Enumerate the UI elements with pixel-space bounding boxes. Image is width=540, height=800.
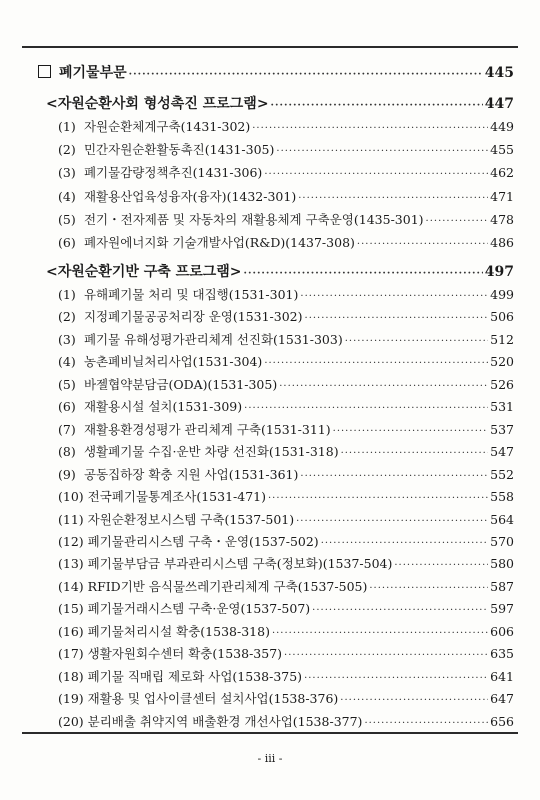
toc-entry-page: 647 — [490, 691, 514, 707]
toc-entry-number: (3) — [58, 165, 76, 181]
toc-entry-number: (4) — [58, 354, 76, 370]
toc-entry-number: (13) — [58, 556, 84, 572]
toc-entry-label — [58, 713, 363, 729]
toc-entry-number: (15) — [58, 601, 84, 617]
toc-entry-page: 641 — [490, 668, 514, 684]
toc-entry-page: 531 — [490, 399, 514, 415]
toc-entry[interactable] — [58, 356, 514, 369]
dot-leader — [300, 472, 488, 482]
toc-entry-number: (14) — [58, 578, 84, 594]
toc-entry[interactable] — [58, 578, 514, 594]
toc-section-2[interactable] — [46, 265, 514, 279]
toc-entry-title: 생활자원회수센터 확충(1538-357) — [87, 646, 283, 662]
toc-entry[interactable] — [58, 693, 514, 706]
toc-entry-title: 유해폐기물 처리 및 대집행(1531-301) — [83, 287, 299, 302]
toc-section-1[interactable] — [46, 97, 514, 111]
toc-entry-page: 552 — [490, 466, 514, 482]
toc-entry-label — [58, 421, 331, 437]
toc-entry[interactable] — [58, 144, 514, 157]
toc-entry-label — [58, 466, 299, 482]
toc-entry-number: (9) — [58, 466, 76, 482]
toc-entry-number: (11) — [58, 511, 84, 527]
checkbox-icon — [38, 65, 51, 78]
toc-entry-number: (2) — [58, 142, 76, 158]
main-section-label: 폐기물부문 — [38, 64, 127, 80]
toc-entry-label — [58, 144, 274, 157]
dot-leader — [268, 494, 488, 504]
toc-entry-label — [58, 356, 262, 369]
toc-entry-page: 478 — [490, 211, 514, 227]
toc-entry[interactable] — [58, 533, 514, 549]
toc-entry[interactable] — [58, 446, 514, 459]
toc-entry-title: 폐기물부담금 부과관리시스템 구축(정보화)(1537-504) — [87, 556, 393, 572]
toc-entry[interactable] — [58, 511, 514, 527]
dot-leader — [272, 629, 488, 639]
toc-entry-page: 547 — [490, 444, 514, 460]
toc-entry-title: 재활용 및 업사이클센터 설치사업(1538-376) — [87, 691, 339, 707]
toc-entry-number: (20) — [58, 713, 84, 729]
toc-entry[interactable] — [58, 121, 514, 134]
toc-entry-number: (12) — [58, 533, 84, 549]
dot-leader — [296, 517, 488, 527]
toc-entry-page: 580 — [490, 556, 514, 572]
toc-entry-label — [58, 446, 339, 459]
section-2-page: 497 — [484, 264, 514, 280]
toc-entry-title: 전기・전자제품 및 자동차의 재활용체계 구축운영(1435-301) — [83, 211, 424, 227]
toc-entry-title: 자원순환정보시스템 구축(1537-501) — [87, 511, 295, 527]
toc-entry-page: 512 — [490, 331, 514, 347]
toc-entry-label — [58, 511, 295, 527]
toc-entry-page: 558 — [490, 489, 514, 505]
dot-leader — [364, 719, 488, 729]
toc-entry-page: 537 — [490, 421, 514, 437]
toc-entry-title: 폐기물거래시스템 구축·운영(1537-507) — [87, 601, 311, 617]
toc-entry-page: 449 — [490, 119, 514, 134]
toc-entry-number: (8) — [58, 444, 76, 460]
toc-entry-number: (19) — [58, 691, 84, 707]
dot-leader — [341, 449, 489, 459]
dot-leader — [276, 147, 488, 157]
dot-leader — [271, 101, 483, 111]
toc-entry-page: 564 — [490, 511, 514, 527]
toc-entry-label — [58, 331, 343, 347]
dot-leader — [279, 382, 488, 392]
dot-leader — [312, 606, 488, 616]
toc-entry[interactable] — [58, 401, 514, 414]
bottom-border-line — [22, 732, 518, 734]
dot-leader — [333, 427, 489, 437]
dot-leader — [300, 292, 488, 302]
toc-entry-title: 자원순환체계구축(1431-302) — [83, 119, 251, 134]
toc-entry-label — [58, 289, 298, 302]
toc-entry-number: (6) — [58, 399, 76, 415]
toc-entry-page: 606 — [490, 623, 514, 639]
toc-entry-label — [58, 311, 303, 324]
toc-entry-page: 656 — [490, 713, 514, 729]
toc-entry-label — [58, 578, 368, 594]
toc-entry-page: 635 — [490, 646, 514, 662]
toc-entry[interactable] — [58, 648, 514, 661]
toc-entry[interactable] — [58, 603, 514, 616]
toc-entry-label — [58, 533, 319, 549]
toc-entry[interactable] — [58, 211, 514, 227]
toc-entry-page: 462 — [490, 165, 514, 181]
toc-entry-number: (10) — [58, 489, 84, 505]
toc-entry[interactable] — [58, 713, 514, 729]
toc-entry[interactable] — [58, 376, 514, 392]
toc-entry-title: 폐기물처리시설 확충(1538-318) — [87, 623, 270, 639]
toc-entry-label — [58, 668, 303, 684]
dot-leader — [244, 269, 483, 279]
dot-leader — [264, 170, 488, 180]
toc-entry-page: 506 — [490, 309, 514, 325]
toc-entry-title: 폐기물 유해성평가관리체계 선진화(1531-303) — [83, 331, 343, 347]
toc-entry[interactable] — [58, 421, 514, 437]
toc-entry-label — [58, 603, 310, 616]
toc-entry-page: 455 — [490, 142, 514, 158]
section-1-title: <자원순환사회 형성촉진 프로그램> — [46, 96, 269, 112]
dot-leader — [305, 314, 489, 324]
toc-entry-title: 농촌폐비닐처리사업(1531-304) — [83, 354, 263, 370]
dot-leader — [298, 194, 488, 204]
toc-entry-page: 597 — [490, 601, 514, 617]
toc-entry-page: 570 — [490, 533, 514, 549]
toc-entry-title: 분리배출 취약지역 배출환경 개선사업(1538-377) — [87, 713, 363, 729]
toc-entry[interactable] — [58, 311, 514, 324]
toc-entry[interactable] — [58, 558, 514, 571]
toc-entry-label — [58, 558, 392, 571]
toc-entry[interactable] — [58, 668, 514, 684]
toc-entry-number: (4) — [58, 188, 76, 204]
toc-entry-label — [58, 623, 270, 639]
dot-leader — [264, 359, 488, 369]
toc-main-section[interactable] — [38, 64, 514, 80]
toc-entry-title: 바젤협약분담금(ODA)(1531-305) — [83, 376, 278, 392]
toc-entry-title: RFID기반 음식물쓰레기관리체계 구축(1537-505) — [87, 578, 368, 594]
section-2-title: <자원순환기반 구축 프로그램> — [46, 264, 242, 280]
toc-entry[interactable] — [58, 466, 514, 482]
toc-entry-title: 생활폐기물 수집·운반 차량 선진화(1531-318) — [83, 444, 339, 460]
toc-entry-title: 재활용산업육성융자(융자)(1432-301) — [83, 188, 297, 204]
toc-entry-label — [58, 648, 282, 661]
toc-entry-title: 폐기물관리시스템 구축・운영(1537-502) — [87, 533, 319, 549]
toc-entry-number: (17) — [58, 646, 84, 662]
toc-entry[interactable] — [58, 331, 514, 347]
toc-entry-page: 587 — [490, 578, 514, 594]
dot-leader — [357, 240, 488, 250]
dot-leader — [345, 337, 488, 347]
dot-leader — [426, 217, 489, 227]
dot-leader — [244, 404, 488, 414]
toc-entry-number: (5) — [58, 211, 76, 227]
toc-entry-page: 526 — [490, 376, 514, 392]
toc-entry-number: (2) — [58, 309, 76, 325]
toc-entry-title: 재활용시설 설치(1531-309) — [83, 399, 243, 415]
toc-entry-number: (3) — [58, 331, 76, 347]
toc-entry[interactable] — [58, 188, 514, 204]
section-1-page: 447 — [484, 96, 514, 112]
dot-leader — [340, 696, 488, 706]
main-section-page: 445 — [484, 65, 514, 81]
toc-entry-number: (18) — [58, 668, 84, 684]
toc-entry-title: 재활용환경성평가 관리체계 구축(1531-311) — [83, 421, 331, 437]
toc-entry-label — [58, 121, 250, 134]
toc-entry[interactable] — [58, 237, 514, 250]
top-border-line — [22, 46, 518, 48]
toc-entry[interactable] — [58, 491, 514, 504]
toc-entry[interactable] — [58, 289, 514, 302]
dot-leader — [369, 584, 488, 594]
toc-entry-label — [58, 167, 262, 180]
toc-entry-label — [58, 376, 278, 392]
toc-entry-label — [58, 237, 355, 250]
toc-entry-page: 520 — [490, 354, 514, 370]
toc-entry-page: 486 — [490, 235, 514, 250]
toc-entry-title: 민간자원순환활동촉진(1431-305) — [83, 142, 275, 158]
toc-entry-number: (7) — [58, 421, 76, 437]
dot-leader — [321, 539, 488, 549]
page-number-footer: - iii - — [257, 752, 283, 765]
toc-entry-page: 499 — [490, 287, 514, 302]
dot-leader — [394, 561, 488, 571]
toc-entry[interactable] — [58, 167, 514, 180]
toc-entry-label — [58, 188, 297, 204]
dot-leader — [252, 124, 488, 134]
toc-entry-title: 공동집하장 확충 지원 사업(1531-361) — [83, 466, 299, 482]
toc-entry-title: 폐자원에너지화 기술개발사업(R&D)(1437-308) — [83, 235, 355, 250]
toc-entry-number: (1) — [58, 287, 76, 302]
toc-entry-number: (5) — [58, 376, 76, 392]
dot-leader — [129, 70, 483, 80]
toc-entry-title: 폐기물 직매립 제로화 사업(1538-375) — [87, 668, 303, 684]
toc-entry-number: (6) — [58, 235, 76, 250]
toc-entry-page: 471 — [490, 188, 514, 204]
toc-entry-number: (1) — [58, 119, 76, 134]
dot-leader — [304, 674, 488, 684]
toc-entry-title: 전국폐기물통계조사(1531-471) — [87, 489, 266, 505]
toc-entry-label — [58, 491, 266, 504]
toc-entry-label — [58, 211, 424, 227]
dot-leader — [284, 651, 488, 661]
toc-entry-title: 지정폐기물공공처리장 운영(1531-302) — [83, 309, 303, 325]
toc-entry-title: 폐기물감량정책추진(1431-306) — [83, 165, 263, 181]
toc-entry-label — [58, 693, 338, 706]
toc-entry-label — [58, 401, 242, 414]
toc-entry-number: (16) — [58, 623, 84, 639]
toc-entry[interactable] — [58, 623, 514, 639]
